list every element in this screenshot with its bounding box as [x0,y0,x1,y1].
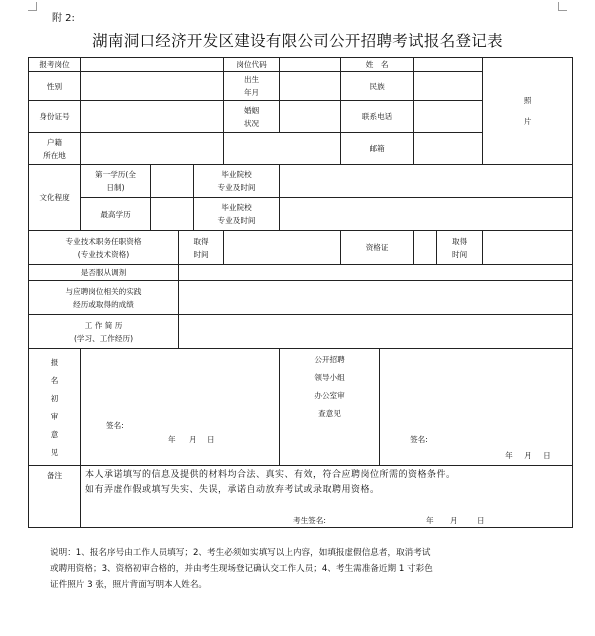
label-education: 文化程度 [29,165,81,231]
candidate-sign-label: 考生签名: [293,516,326,525]
signature-label-1: 签名: [106,421,124,430]
label-email: 邮箱 [341,133,414,165]
label-ethnicity: 民族 [341,72,414,101]
field-name[interactable] [414,58,483,72]
field-first-edu[interactable] [151,165,194,198]
label-name: 姓 名 [341,58,414,72]
field-marital[interactable] [280,101,341,133]
field-hukou-extra[interactable] [224,133,341,165]
field-obtain-time-2[interactable] [483,231,573,265]
field-ethnicity[interactable] [414,72,483,101]
photo-label-2: 片 [523,117,532,126]
field-resume[interactable] [179,315,573,349]
field-apply-review[interactable]: 签名: 年 月 日 [81,349,280,466]
label-apply-review: 报名初审意见 [29,349,81,466]
field-highest-edu[interactable] [151,198,194,231]
label-position: 报考岗位 [29,58,81,72]
field-email[interactable] [414,133,483,165]
field-hukou[interactable] [81,133,224,165]
instructions-line-3: 证件照片 3 张，照片背面写明本人姓名。 [50,580,208,590]
label-phone: 联系电话 [341,101,414,133]
label-first-edu: 第一学历(全 日制) [81,165,151,198]
field-school-2[interactable] [280,198,573,231]
field-birth[interactable] [280,72,341,101]
label-school: 毕业院校 专业及时间 [194,165,280,198]
crop-mark-left [28,2,37,11]
label-gender: 性别 [29,72,81,101]
label-marital: 婚姻 状况 [224,101,280,133]
instructions-line-1: 说明：1、报名序号由工作人员填写；2、考生必须如实填写以上内容，如填报虚假信息者，取消考试 [50,548,431,558]
field-experience[interactable] [179,281,573,315]
label-remarks: 备注 [29,466,81,528]
label-obtain-time-2: 取得 时间 [437,231,483,265]
photo-label-1: 照 [523,96,532,105]
label-leader-review: 公开招聘领导小组办公室审查意见 [280,349,380,466]
label-position-code: 岗位代码 [224,58,280,72]
promise-text: 本人承诺填写的信息及提供的材料均合法、真实、有效，符合应聘岗位所需的资格条件。 如有弄虚作假或填写失实、失误，承诺自动放弃考试或录取聘用资格。 考生签名: 年 月 日 [81,466,573,528]
field-position-code[interactable] [280,58,341,72]
label-id-number: 身份证号 [29,101,81,133]
field-obey-adjust[interactable] [179,265,573,281]
label-highest-edu: 最高学历 [81,198,151,231]
field-leader-review[interactable]: 签名: 年 月 日 [380,349,573,466]
instructions-line-2: 或聘用资格；3、资格初审合格的，并由考生现场登记确认交工作人员；4、考生需准备近期 1 寸彩色 [50,564,433,574]
field-position[interactable] [81,58,224,72]
field-title-qualification[interactable] [224,231,341,265]
field-id-number[interactable] [81,101,224,133]
registration-form [28,57,573,528]
label-resume: 工 作 简 历 (学习、工作经历) [29,315,179,349]
field-gender[interactable] [81,72,224,101]
label-birth: 出生 年月 [224,72,280,101]
instructions [50,545,560,593]
label-certificate: 资格证 [341,231,414,265]
label-title-qualification: 专业技术职务任职资格 (专业技术资格) [29,231,179,265]
label-obey-adjust: 是否服从调剂 [29,265,179,281]
signature-label-2: 签名: [410,435,428,444]
field-certificate[interactable] [414,231,437,265]
field-phone[interactable] [414,101,483,133]
label-experience: 与应聘岗位相关的实践 经历或取得的成绩 [29,281,179,315]
photo-box [483,58,573,165]
field-school[interactable] [280,165,573,198]
attachment-label: 附 2: [52,13,75,24]
crop-mark-right [558,2,567,11]
label-school-2: 毕业院校 专业及时间 [194,198,280,231]
label-obtain-time: 取得 时间 [179,231,224,265]
page-title: 湖南洞口经济开发区建设有限公司公开招聘考试报名登记表 [92,32,503,50]
label-hukou: 户籍 所在地 [29,133,81,165]
